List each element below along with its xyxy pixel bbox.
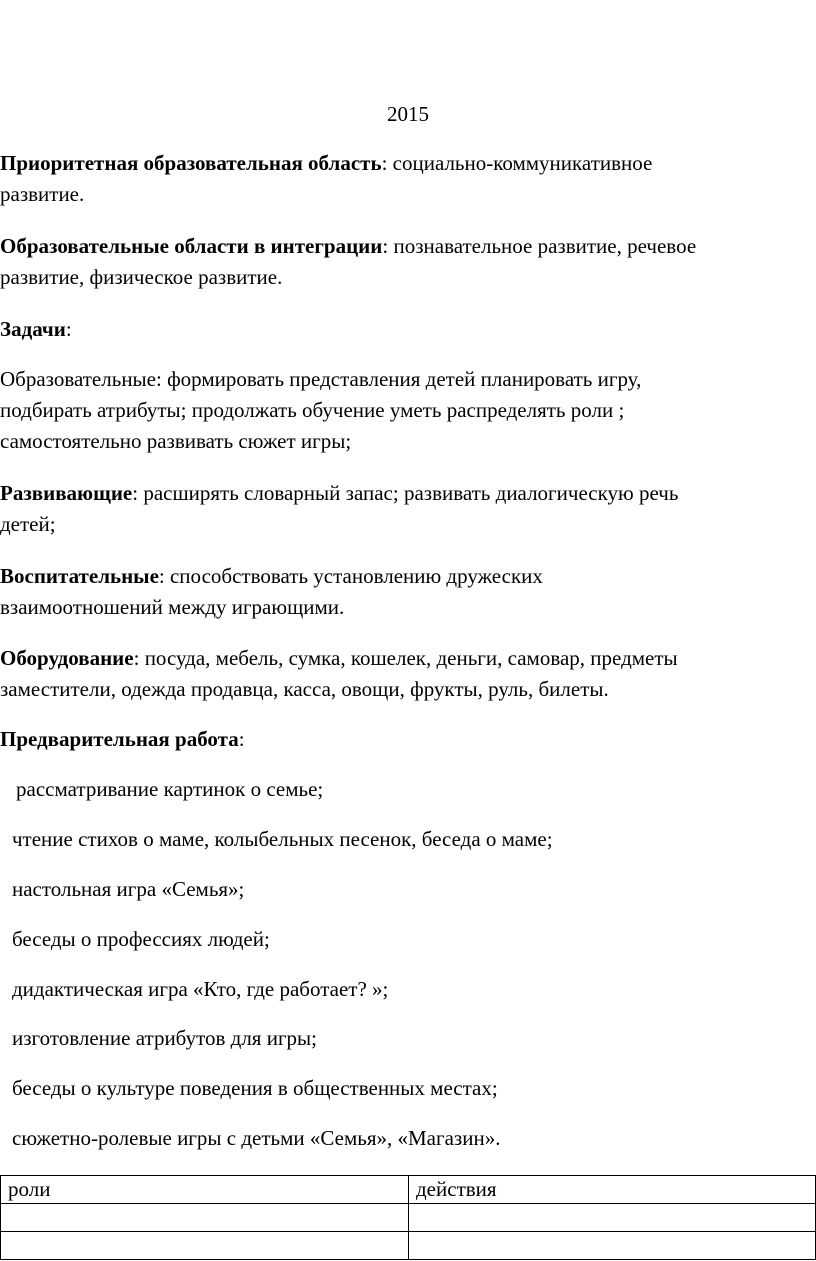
equipment-text-cont: заместители, одежда продавца, касса, овощи, фрукты, руль, билеты. — [0, 677, 609, 701]
integration-areas-text-cont: развитие, физическое развитие. — [0, 265, 283, 289]
tasks-heading — [0, 314, 816, 345]
list-item: настольная игра «Семья»; — [12, 877, 245, 901]
table-header-row — [1, 1176, 816, 1204]
list-item: рассматривание картинок о семье; — [16, 777, 324, 801]
list-item: беседы о профессиях людей; — [12, 927, 270, 951]
table-cell — [1, 1232, 409, 1260]
list-item: беседы о культуре поведения в общественных местах; — [12, 1076, 498, 1100]
list-item: чтение стихов о маме, колыбельных песенок, беседа о маме; — [12, 827, 553, 851]
preliminary-work-label: Предварительная работа — [0, 727, 239, 751]
table-cell — [409, 1204, 816, 1232]
upbringing-tasks-label: Воспитательные — [0, 564, 159, 588]
developing-tasks-text: : расширять словарный запас; развивать диалогическую речь — [132, 481, 679, 505]
priority-area-label: Приоритетная образовательная область — [0, 151, 382, 175]
equipment-text: : посуда, мебель, сумка, кошелек, деньги, самовар, предметы — [133, 646, 678, 670]
list-item: сюжетно-ролевые игры с детьми «Семья», «Магазин». — [12, 1126, 501, 1150]
list-item: дидактическая игра «Кто, где работает? »; — [12, 977, 389, 1001]
roles-table — [0, 1175, 816, 1260]
educational-tasks-line-1: Образовательные: формировать представления детей планировать игру, — [0, 367, 642, 391]
document-year: 2015 — [387, 102, 429, 126]
priority-area-text-cont: развитие. — [0, 182, 85, 206]
priority-area-text: : социально-коммуникативное — [381, 151, 653, 175]
tasks-suffix: : — [65, 317, 72, 341]
priority-area-paragraph — [0, 148, 816, 210]
integration-areas-paragraph — [0, 231, 816, 293]
equipment-paragraph — [0, 643, 816, 705]
developing-tasks-paragraph — [0, 478, 816, 540]
list-item: изготовление атрибутов для игры; — [12, 1026, 318, 1050]
integration-areas-label: Образовательные области в интеграции — [0, 234, 383, 258]
educational-tasks-paragraph — [0, 364, 816, 457]
upbringing-tasks-paragraph — [0, 561, 816, 623]
table-row — [1, 1204, 816, 1232]
developing-tasks-text-cont: детей; — [0, 512, 56, 536]
educational-tasks-line-3: самостоятельно развивать сюжет игры; — [0, 429, 352, 453]
preliminary-work-heading — [0, 724, 816, 755]
table-cell — [409, 1232, 816, 1260]
integration-areas-text: : познавательное развитие, речевое — [382, 234, 697, 258]
developing-tasks-label: Развивающие — [0, 481, 133, 505]
upbringing-tasks-text-cont: взаимоотношений между играющими. — [0, 595, 345, 619]
educational-tasks-line-2: подбирать атрибуты; продолжать обучение уметь распределять роли ; — [0, 398, 625, 422]
preliminary-work-suffix: : — [238, 727, 245, 751]
tasks-label: Задачи — [0, 317, 66, 341]
table-row — [1, 1232, 816, 1260]
header-actions: действия — [409, 1176, 816, 1204]
table-cell — [1, 1204, 409, 1232]
header-roles: роли — [1, 1176, 409, 1204]
equipment-label: Оборудование — [0, 646, 134, 670]
upbringing-tasks-text: : способствовать установлению дружеских — [158, 564, 543, 588]
